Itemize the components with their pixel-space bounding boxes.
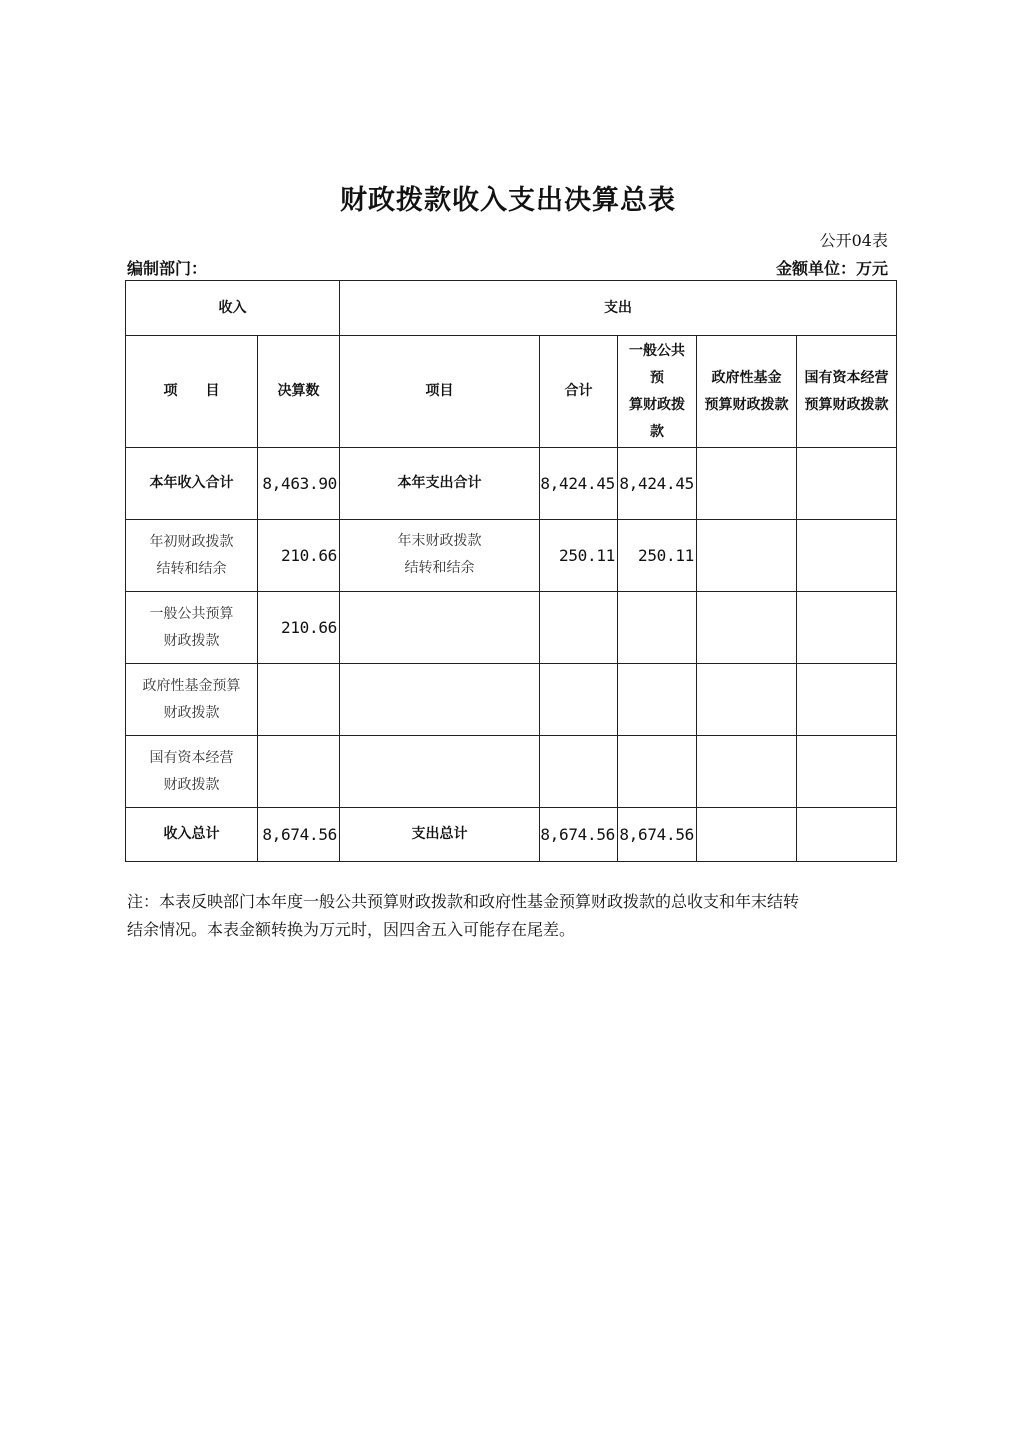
total-cell [540,664,618,736]
income-item-cell [126,520,258,592]
header-row-columns [126,336,897,448]
state-capital-cell [797,736,897,808]
general-budget-cell: 8,424.45 [618,448,697,520]
table-row [126,592,897,664]
expense-header: 支出 [340,281,897,336]
fund-budget-cell [697,448,797,520]
total-cell: 8,674.56 [540,808,618,862]
income-item-line1: 一般公共预算 [149,605,234,622]
income-item-line1: 政府性基金预算 [142,677,241,694]
state-capital-cell [797,448,897,520]
income-item-header: 项 目 [126,336,258,448]
expense-item-line1: 年末财政拨款 [397,533,482,549]
income-item-cell: 收入总计 [126,808,258,862]
income-item-line1: 国有资本经营 [149,749,234,766]
state-capital-cell [797,592,897,664]
expense-item-cell: 本年支出合计 [340,448,540,520]
general-budget-cell: 250.11 [618,520,697,592]
general-budget-cell [618,592,697,664]
table-row [126,520,897,592]
table-row [126,664,897,736]
expense-item-cell [340,592,540,664]
state-capital-cell [797,520,897,592]
budget-table [125,280,897,862]
income-item-line2: 财政拨款 [163,704,220,721]
fund-budget-header-line1: 政府性基金 [711,369,782,386]
amount-header: 决算数 [258,336,340,448]
income-amount-cell: 8,463.90 [258,448,340,520]
general-budget-cell: 8,674.56 [618,808,697,862]
income-amount-cell [258,736,340,808]
table-row [126,736,897,808]
table-row [126,808,897,862]
expense-item-line2: 结转和结余 [404,560,475,576]
total-cell: 8,424.45 [540,448,618,520]
expense-item-cell [340,736,540,808]
general-budget-header-line1: 一般公共 [629,342,685,359]
footnote-line1: 注：本表反映部门本年度一般公共预算财政拨款和政府性基金预算财政拨款的总收支和年末结转 [127,892,800,911]
expense-item-cell [340,520,540,592]
fund-budget-cell [697,664,797,736]
expense-item-cell [340,664,540,736]
income-amount-cell: 210.66 [258,592,340,664]
footnote [127,888,892,944]
income-item-cell: 本年收入合计 [126,448,258,520]
state-capital-header-line2: 预算财政拨款 [804,396,889,413]
general-budget-cell [618,736,697,808]
income-item-cell [126,736,258,808]
income-item-cell [126,664,258,736]
state-capital-cell [797,664,897,736]
fund-budget-header-line2: 预算财政拨款 [704,396,789,413]
income-item-line1: 年初财政拨款 [149,533,234,550]
header-row-group [126,281,897,336]
total-cell [540,592,618,664]
total-cell: 250.11 [540,520,618,592]
general-budget-cell [618,664,697,736]
department-label: 编制部门： [127,259,208,278]
general-budget-header-line3: 算财政拨 [629,396,685,413]
total-header: 合计 [540,336,618,448]
fund-budget-cell [697,736,797,808]
state-capital-header [797,336,897,448]
fund-budget-cell [697,808,797,862]
footnote-line2: 结余情况。本表金额转换为万元时，因四舍五入可能存在尾差。 [127,920,576,939]
fund-budget-cell [697,520,797,592]
state-capital-header-line1: 国有资本经营 [804,369,889,386]
general-budget-header-line4: 款 [650,423,664,440]
total-cell [540,736,618,808]
table-row [126,448,897,520]
income-item-line2: 财政拨款 [163,632,220,649]
income-item-line2: 财政拨款 [163,776,220,793]
income-item-line2: 结转和结余 [156,560,227,577]
general-budget-header-line2: 预 [650,369,664,386]
general-budget-header [618,336,697,448]
page-title: 财政拨款收入支出决算总表 [340,185,676,216]
form-number: 公开04表 [819,231,888,250]
expense-item-cell: 支出总计 [340,808,540,862]
amount-unit-label: 金额单位：万元 [775,259,888,278]
income-amount-cell: 8,674.56 [258,808,340,862]
fund-budget-cell [697,592,797,664]
expense-item-header: 项目 [340,336,540,448]
income-amount-cell: 210.66 [258,520,340,592]
income-amount-cell [258,664,340,736]
income-item-cell [126,592,258,664]
fund-budget-header [697,336,797,448]
income-header: 收入 [126,281,340,336]
state-capital-cell [797,808,897,862]
